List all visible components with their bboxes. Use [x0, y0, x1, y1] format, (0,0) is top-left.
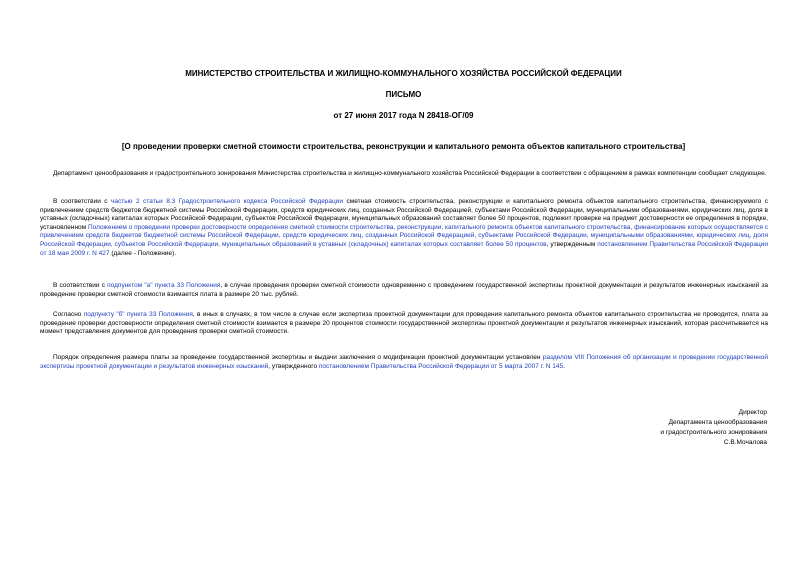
document-subject: [О проведении проверки сметной стоимости строительства, реконструкции и капитального ремонта объектов капитального строительства]	[121, 142, 686, 151]
paragraph-fee-b	[40, 311, 768, 337]
text: (далее - Положение).	[109, 249, 177, 257]
text: В соответствии с	[53, 198, 112, 205]
link-subclause-b[interactable]: подпункту "б" пункта 33 Положения	[83, 311, 193, 318]
link-regulation[interactable]: Положением о проведении проверки достоверности определения сметной стоимости строительства, реконструкции, капитального ремонта объектов капитального строительства, финансирование которых осуществляется с привлечением средств бюджетов бюджетной системы Российской Федерации, средств юридических лиц, созданных Российской Федерацией, субъектами Российской Федерации, муниципальными образованиями, юридических лиц, доля Российской Федерации, субъектов Российской Федерации, муниципальных образований в уставных (складочных) капиталах которых составляет более 50 процентов	[40, 223, 768, 248]
text: , утвержденным	[546, 240, 598, 248]
text: , в иных в случаях, в том числе в случае если экспертиза проектной документации для проведения капитального ремонта объектов капитального строительства не проводится, плата за проведение проверки достоверности определения сметной стоимости взимается в размере 20 процентов стоимости государственной экспертизы проектной документации и результатов инженерных изысканий, которая рассчитывается на момент представления документов для проведения проверки сметной стоимости.	[40, 311, 768, 336]
text: , в случае проведения проверки сметной стоимости одновременно с проведением государственной экспертизы проектной документации и результатов инженерных изысканий за проведение проверки сметной стоимости взимается плата в размере 20 тыс. рублей.	[40, 282, 768, 298]
signature-department: Департамента ценообразования	[668, 419, 767, 426]
document-type: ПИСЬМО	[385, 90, 422, 99]
link-subclause-a[interactable]: подпунктом "а" пункта 33 Положения	[107, 282, 221, 289]
paragraph-procedure	[40, 354, 768, 371]
paragraph-intro	[40, 170, 768, 179]
paragraph-intro-text: Департамент ценообразования и градостроительного зонирования Министерства строительства и жилищно-коммунального хозяйства Российской Федерации в соответствии с обращением в рамках компетенции сообщает следующее.	[53, 170, 767, 177]
signature-position: Директор	[738, 409, 767, 416]
signature-block	[567, 408, 767, 448]
text: сметная стоимость строительства, реконструкции и капитального ремонта объектов капитального строительства, финансируемого с привлечением средств бюджетов бюджетной системы Российской Федерации, средств юридических лиц, созданных Российской Федерацией, субъектами Российской Федерации, муниципальными образованиями, юридических лиц, доля в уставных (складочных) капиталах которых Российской Федерации, субъектов Российской Федерации, муниципальных образований составляет более 50 процентов, подлежит проверке на предмет достоверности ее определения в порядке, установленном	[40, 198, 768, 231]
paragraph-fee-a	[40, 282, 768, 299]
paragraph-legal-basis	[40, 198, 768, 258]
link-section-viii[interactable]: разделом VIII Положения об организации и проведении государственной экспертизы проектной документации и результатов инженерных изысканий	[40, 354, 768, 370]
document-date: от 27 июня 2017 года N 28418-ОГ/09	[333, 111, 474, 120]
signature-name: С.В.Мочалова	[723, 439, 767, 446]
link-resolution-145[interactable]: постановлением Правительства Российской Федерации от 5 марта 2007 г. N 145	[318, 362, 564, 370]
text: .	[563, 362, 565, 370]
link-resolution-427[interactable]: постановлением Правительства Российской Федерации от 18 мая 2009 г. N 427	[40, 240, 768, 257]
signature-department-cont: и градостроительного зонирования	[660, 429, 767, 436]
text: В соответствии с	[53, 282, 108, 289]
text: Порядок определения размера платы за проведение государственной экспертизы и выдачи заключения о модификации проектной документации установлен	[53, 354, 543, 361]
ministry-title: МИНИСТЕРСТВО СТРОИТЕЛЬСТВА И ЖИЛИЩНО-КОММУНАЛЬНОГО ХОЗЯЙСТВА РОССИЙСКОЙ ФЕДЕРАЦИИ	[185, 69, 622, 78]
text: , утвержденного	[268, 362, 319, 370]
link-code-article[interactable]: частью 2 статьи 8.3 Градостроительного кодекса Российской Федерации	[111, 198, 344, 205]
text: Согласно	[53, 311, 84, 318]
